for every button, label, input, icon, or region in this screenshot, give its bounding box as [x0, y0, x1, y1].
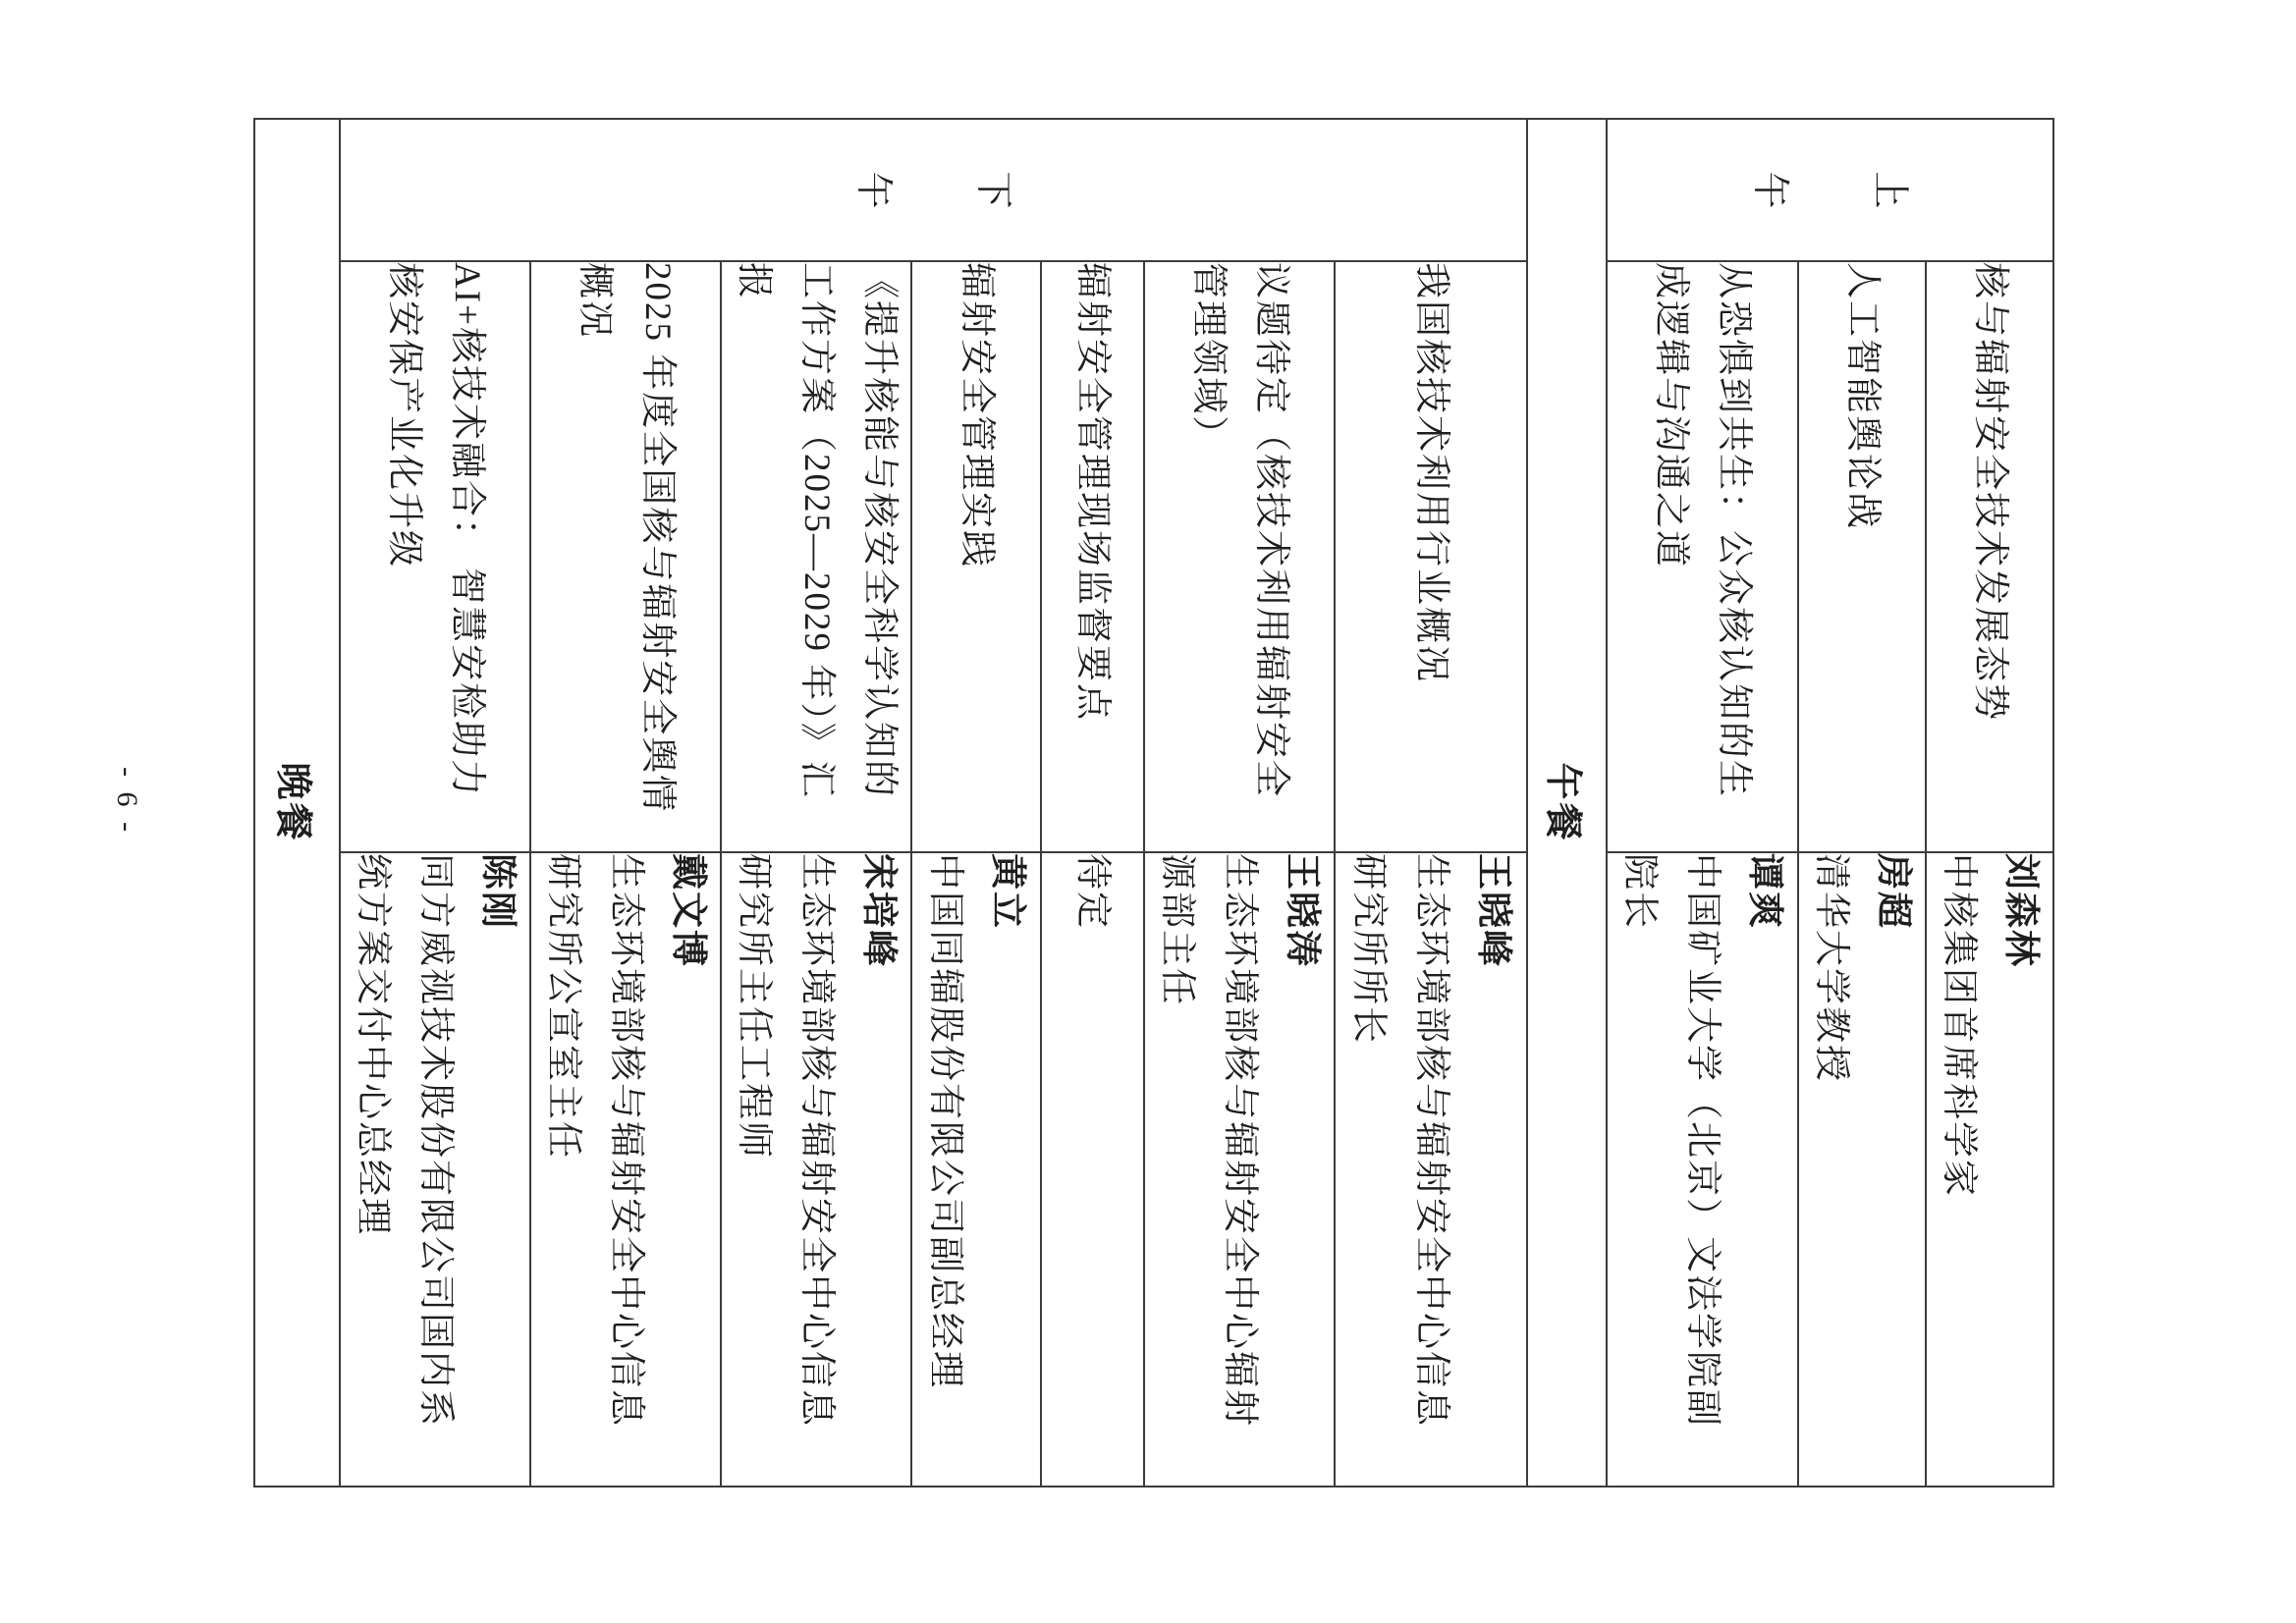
- table-row: [1926, 119, 2053, 1487]
- session-topic-line: 从恐惧到共生：公众核认知的生: [1714, 262, 1755, 798]
- table-row: [1144, 119, 1335, 1487]
- speaker-affiliation: 研究所所长: [1348, 853, 1389, 1045]
- speaker-affiliation: 待定: [1072, 853, 1114, 930]
- speaker-cell: [1607, 852, 1798, 1487]
- speaker-cell: [1041, 852, 1144, 1487]
- table-row: [1607, 119, 1798, 1487]
- session-topic-line: 成逻辑与沟通之道: [1651, 262, 1692, 568]
- agenda-table: [253, 118, 2054, 1488]
- topic-cell: [340, 261, 530, 852]
- session-topic-line: 议题待定（核技术利用辐射安全: [1251, 262, 1291, 798]
- session-topic-line: 报: [734, 262, 774, 300]
- speaker-affiliation: 研究所主任工程师: [734, 853, 774, 1160]
- topic-cell: [1144, 261, 1335, 852]
- session-topic-line: 工作方案（2025—2029 年）》汇: [796, 262, 837, 799]
- session-topic-line: 我国核技术利用行业概况: [1411, 262, 1451, 683]
- speaker-affiliation: 中核集团首席科学家: [1939, 853, 1979, 1198]
- topic-cell: [1926, 261, 2053, 852]
- table-row: [254, 119, 340, 1487]
- speaker-cell: [530, 852, 721, 1487]
- speaker-name: 宋培峰: [859, 853, 900, 968]
- table-row: [1527, 119, 1607, 1487]
- topic-cell: [1335, 261, 1527, 852]
- session-topic-line: 核安保产业化升级: [384, 262, 424, 568]
- speaker-affiliation: 统方案交付中心总经理: [353, 853, 393, 1236]
- period-cell-afternoon: [340, 119, 1527, 261]
- lunch-label: 午餐: [1542, 762, 1583, 843]
- period-char: 午: [852, 171, 895, 209]
- period-char: 下: [972, 171, 1014, 209]
- period-label-morning: [1749, 120, 1911, 260]
- speaker-cell: [1798, 852, 1926, 1487]
- speaker-cell: [1335, 852, 1527, 1487]
- speaker-cell: [721, 852, 911, 1487]
- table-row: [911, 119, 1041, 1487]
- speaker-name: 戴文博: [669, 853, 709, 968]
- speaker-name: 陈刚: [478, 853, 519, 930]
- speaker-affiliation: 清华大学教授: [1811, 853, 1851, 1083]
- topic-cell: [1041, 261, 1144, 852]
- speaker-affiliation: 研究所公宣室主任: [543, 853, 583, 1160]
- speaker-affiliation: 生态环境部核与辐射安全中心信息: [796, 853, 837, 1428]
- table-row: [340, 119, 530, 1487]
- speaker-name: 谭爽: [1745, 853, 1786, 930]
- speaker-affiliation: 院长: [1619, 853, 1661, 930]
- speaker-name: 王晓涛: [1283, 853, 1323, 968]
- speaker-name: 黄立: [988, 853, 1028, 930]
- topic-cell: [1798, 261, 1926, 852]
- page-number: - 6 -: [111, 767, 143, 836]
- speaker-affiliation: 中国同辐股份有限公司副总经理: [925, 853, 965, 1389]
- session-topic-line: 辐射安全管理现场监督要点: [1072, 262, 1114, 722]
- speaker-affiliation: 中国矿业大学（北京）文法学院副: [1682, 853, 1723, 1428]
- dinner-label: 晚餐: [272, 762, 313, 843]
- session-topic-line: 《提升核能与核安全科学认知的: [859, 262, 900, 798]
- session-topic-line: 管理领域）: [1188, 262, 1229, 454]
- table-row: [721, 119, 911, 1487]
- period-label-afternoon: [852, 120, 1014, 260]
- session-topic-line: 概况: [574, 262, 615, 339]
- table-row: [1335, 119, 1527, 1487]
- speaker-name: 房超: [1874, 853, 1914, 930]
- session-topic-line: 核与辐射安全技术发展态势: [1970, 262, 2010, 722]
- topic-cell: [911, 261, 1041, 852]
- speaker-affiliation: 生态环境部核与辐射安全中心辐射: [1220, 853, 1260, 1428]
- speaker-name: 王晓峰: [1474, 853, 1514, 968]
- session-topic-line: 人工智能舆论战: [1842, 262, 1883, 530]
- speaker-name: 刘森林: [2001, 853, 2042, 968]
- period-char: 午: [1749, 171, 1791, 209]
- session-topic-line: 2025 年度全国核与辐射安全舆情: [637, 262, 678, 814]
- session-topic-line: 辐射安全管理实践: [957, 262, 997, 568]
- speaker-affiliation: 生态环境部核与辐射安全中心信息: [606, 853, 646, 1428]
- speaker-affiliation: 同方威视技术股份有限公司国内系: [415, 853, 456, 1428]
- speaker-cell: [340, 852, 530, 1487]
- table-row: [530, 119, 721, 1487]
- speaker-cell: [911, 852, 1041, 1487]
- dinner-cell: [254, 119, 340, 1487]
- period-char: 上: [1869, 171, 1911, 209]
- session-topic-line: AI+核技术融合： 智慧安检助力: [447, 262, 487, 798]
- speaker-affiliation: 生态环境部核与辐射安全中心信息: [1411, 853, 1451, 1428]
- speaker-cell: [1144, 852, 1335, 1487]
- lunch-cell: [1527, 119, 1607, 1487]
- speaker-affiliation: 源部主任: [1157, 853, 1197, 1006]
- speaker-cell: [1926, 852, 2053, 1487]
- period-cell-morning: [1607, 119, 2053, 261]
- table-row: [1041, 119, 1144, 1487]
- topic-cell: [721, 261, 911, 852]
- topic-cell: [530, 261, 721, 852]
- topic-cell: [1607, 261, 1798, 852]
- table-row: [1798, 119, 1926, 1487]
